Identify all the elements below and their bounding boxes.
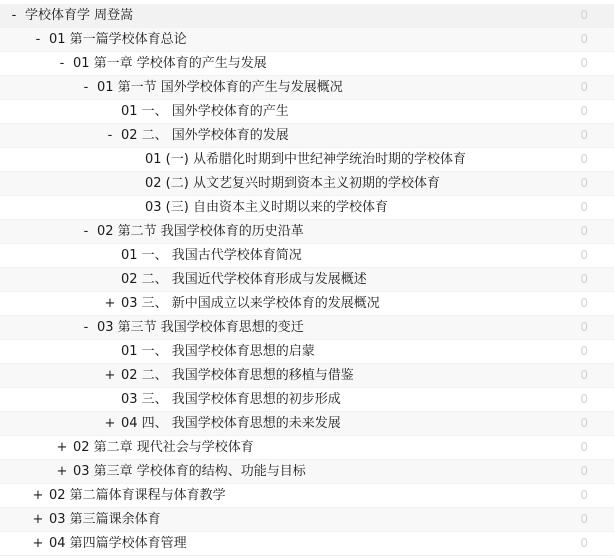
outline-row-label: 02 二、 我国学校体育思想的移植与借鉴 (121, 368, 354, 383)
collapse-toggle[interactable]: - (35, 32, 41, 47)
outline-row-label: 学校体育学 周登嵩 (25, 8, 134, 23)
outline-row-count: 0 (580, 320, 588, 334)
outline-row-label: 01 一、 我国学校体育思想的启蒙 (121, 344, 315, 359)
outline-row-label: 01 一、 国外学校体育的产生 (121, 104, 289, 119)
outline-row[interactable] (0, 148, 614, 172)
outline-row-label: 03 三、 我国学校体育思想的初步形成 (121, 392, 341, 407)
outline-row[interactable] (0, 316, 614, 340)
outline-row-count: 0 (580, 344, 588, 358)
outline-row[interactable] (0, 52, 614, 76)
collapse-toggle[interactable]: - (83, 320, 89, 335)
outline-row-count: 0 (580, 8, 588, 22)
outline-row-label: 02 二、 我国近代学校体育形成与发展概述 (121, 272, 367, 287)
expand-toggle[interactable]: + (56, 440, 68, 455)
collapse-toggle[interactable]: - (107, 128, 113, 143)
expand-toggle[interactable]: + (56, 464, 68, 479)
outline-row-label: 04 四、 我国学校体育思想的未来发展 (121, 416, 341, 431)
outline-row[interactable] (0, 76, 614, 100)
outline-row-count: 0 (580, 104, 588, 118)
outline-row-count: 0 (580, 296, 588, 310)
outline-row[interactable] (0, 292, 614, 316)
expand-toggle[interactable]: + (104, 368, 116, 383)
outline-row-count: 0 (580, 32, 588, 46)
outline-row-label: 02 (二) 从文艺复兴时期到资本主义初期的学校体育 (145, 176, 440, 191)
outline-row-count: 0 (580, 56, 588, 70)
outline-row-count: 0 (580, 464, 588, 478)
outline-row[interactable] (0, 244, 614, 268)
outline-row[interactable] (0, 268, 614, 292)
outline-row[interactable] (0, 460, 614, 484)
outline-row[interactable] (0, 388, 614, 412)
outline-row-count: 0 (580, 392, 588, 406)
outline-row[interactable] (0, 124, 614, 148)
outline-row-count: 0 (580, 128, 588, 142)
outline-row-count: 0 (580, 536, 588, 550)
outline-row-count: 0 (580, 152, 588, 166)
outline-row-label: 01 第一节 国外学校体育的产生与发展概况 (97, 80, 343, 95)
outline-row[interactable] (0, 532, 614, 556)
collapse-toggle[interactable]: - (59, 56, 65, 71)
outline-row-label: 02 第二篇体育课程与体育教学 (49, 488, 226, 503)
outline-row-count: 0 (580, 176, 588, 190)
outline-row-label: 01 第一章 学校体育的产生与发展 (73, 56, 267, 71)
collapse-toggle[interactable]: - (83, 80, 89, 95)
outline-row-count: 0 (580, 416, 588, 430)
outline-row-label: 02 第二章 现代社会与学校体育 (73, 440, 254, 455)
expand-toggle[interactable]: + (104, 296, 116, 311)
outline-row[interactable] (0, 100, 614, 124)
outline-row-label: 03 第三篇课余体育 (49, 512, 161, 527)
outline-row[interactable] (0, 196, 614, 220)
outline-row-count: 0 (580, 440, 588, 454)
outline-row-label: 01 一、 我国古代学校体育简况 (121, 248, 302, 263)
outline-row[interactable] (0, 484, 614, 508)
outline-row-count: 0 (580, 80, 588, 94)
outline-row-count: 0 (580, 200, 588, 214)
outline-row-label: 03 第三章 学校体育的结构、功能与目标 (73, 464, 306, 479)
outline-row-label: 03 (三) 自由资本主义时期以来的学校体育 (145, 200, 388, 215)
outline-row-label: 03 三、 新中国成立以来学校体育的发展概况 (121, 296, 380, 311)
outline-row[interactable] (0, 508, 614, 532)
outline-row-count: 0 (580, 224, 588, 238)
outline-row[interactable] (0, 364, 614, 388)
expand-toggle[interactable]: + (32, 488, 44, 503)
outline-row[interactable] (0, 436, 614, 460)
outline-row-label: 01 第一篇学校体育总论 (49, 32, 187, 47)
collapse-toggle[interactable]: - (83, 224, 89, 239)
expand-toggle[interactable]: + (32, 512, 44, 527)
expand-toggle[interactable]: + (32, 536, 44, 551)
outline-row[interactable] (0, 172, 614, 196)
outline-row-label: 03 第三节 我国学校体育思想的变迁 (97, 320, 304, 335)
outline-row-label: 02 第二节 我国学校体育的历史沿革 (97, 224, 304, 239)
outline-row-count: 0 (580, 272, 588, 286)
outline-row[interactable] (0, 340, 614, 364)
outline-row[interactable] (0, 28, 614, 52)
expand-toggle[interactable]: + (104, 416, 116, 431)
outline-row-label: 04 第四篇学校体育管理 (49, 536, 187, 551)
outline-row[interactable] (0, 220, 614, 244)
outline-row-label: 01 (一) 从希腊化时期到中世纪神学统治时期的学校体育 (145, 152, 466, 167)
outline-row[interactable] (0, 4, 614, 28)
outline-row-count: 0 (580, 488, 588, 502)
outline-row-label: 02 二、 国外学校体育的发展 (121, 128, 289, 143)
outline-row-count: 0 (580, 248, 588, 262)
outline-row-count: 0 (580, 512, 588, 526)
outline-row-count: 0 (580, 368, 588, 382)
collapse-toggle[interactable]: - (11, 8, 17, 23)
outline-row[interactable] (0, 412, 614, 436)
